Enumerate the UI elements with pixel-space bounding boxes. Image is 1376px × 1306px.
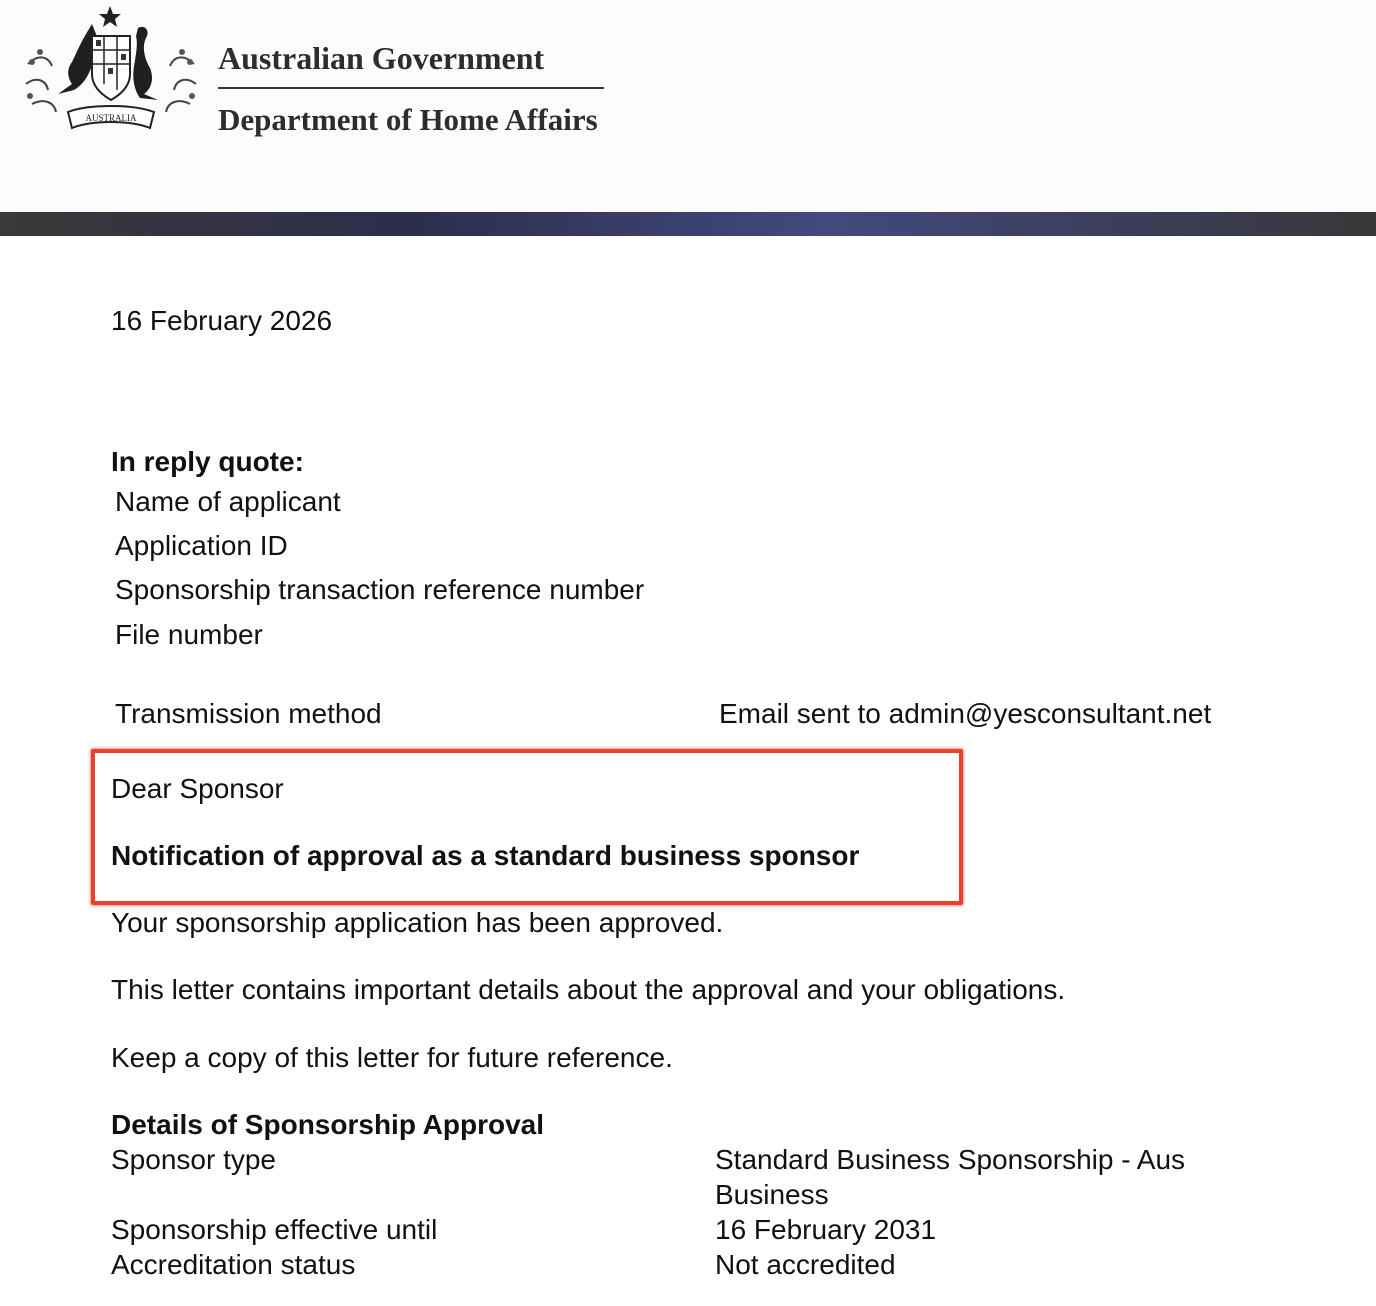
reply-quote-item: Application ID bbox=[115, 530, 288, 561]
details-heading: Details of Sponsorship Approval bbox=[111, 1109, 545, 1140]
body-paragraph: This letter contains important details about the approval and your obligations. bbox=[111, 974, 1066, 1005]
salutation: Dear Sponsor bbox=[111, 773, 284, 804]
department-name: Department of Home Affairs bbox=[218, 102, 598, 137]
details-value: 16 February 2031 bbox=[715, 1214, 937, 1245]
reply-quote-heading: In reply quote: bbox=[111, 446, 304, 477]
details-value: Business bbox=[715, 1179, 829, 1210]
details-label: Accreditation status bbox=[111, 1249, 356, 1280]
letter-date: 16 February 2026 bbox=[111, 305, 333, 336]
details-label: Sponsorship effective until bbox=[111, 1214, 438, 1245]
reply-quote-item: Name of applicant bbox=[115, 486, 341, 517]
transmission-label: Transmission method bbox=[115, 698, 382, 729]
crest-banner-text: AUSTRALIA bbox=[85, 113, 137, 123]
details-value: Not accredited bbox=[715, 1249, 896, 1280]
body-paragraph: Keep a copy of this letter for future reference. bbox=[111, 1042, 673, 1073]
letter-subject: Notification of approval as a standard business sponsor bbox=[111, 840, 860, 871]
body-paragraph: Your sponsorship application has been approved. bbox=[111, 907, 724, 938]
reply-quote-item: File number bbox=[115, 619, 263, 650]
details-value: Standard Business Sponsorship - Aus bbox=[715, 1144, 1186, 1175]
letterhead bbox=[0, 0, 1376, 212]
details-label: Sponsor type bbox=[111, 1144, 276, 1175]
coat-of-arms-icon bbox=[18, 4, 204, 140]
reply-quote-item: Sponsorship transaction reference number bbox=[115, 574, 645, 605]
header-rule bbox=[218, 87, 604, 89]
government-name: Australian Government bbox=[218, 40, 545, 76]
header-band bbox=[0, 212, 1376, 236]
transmission-value: Email sent to admin@yesconsultant.net bbox=[719, 698, 1212, 729]
